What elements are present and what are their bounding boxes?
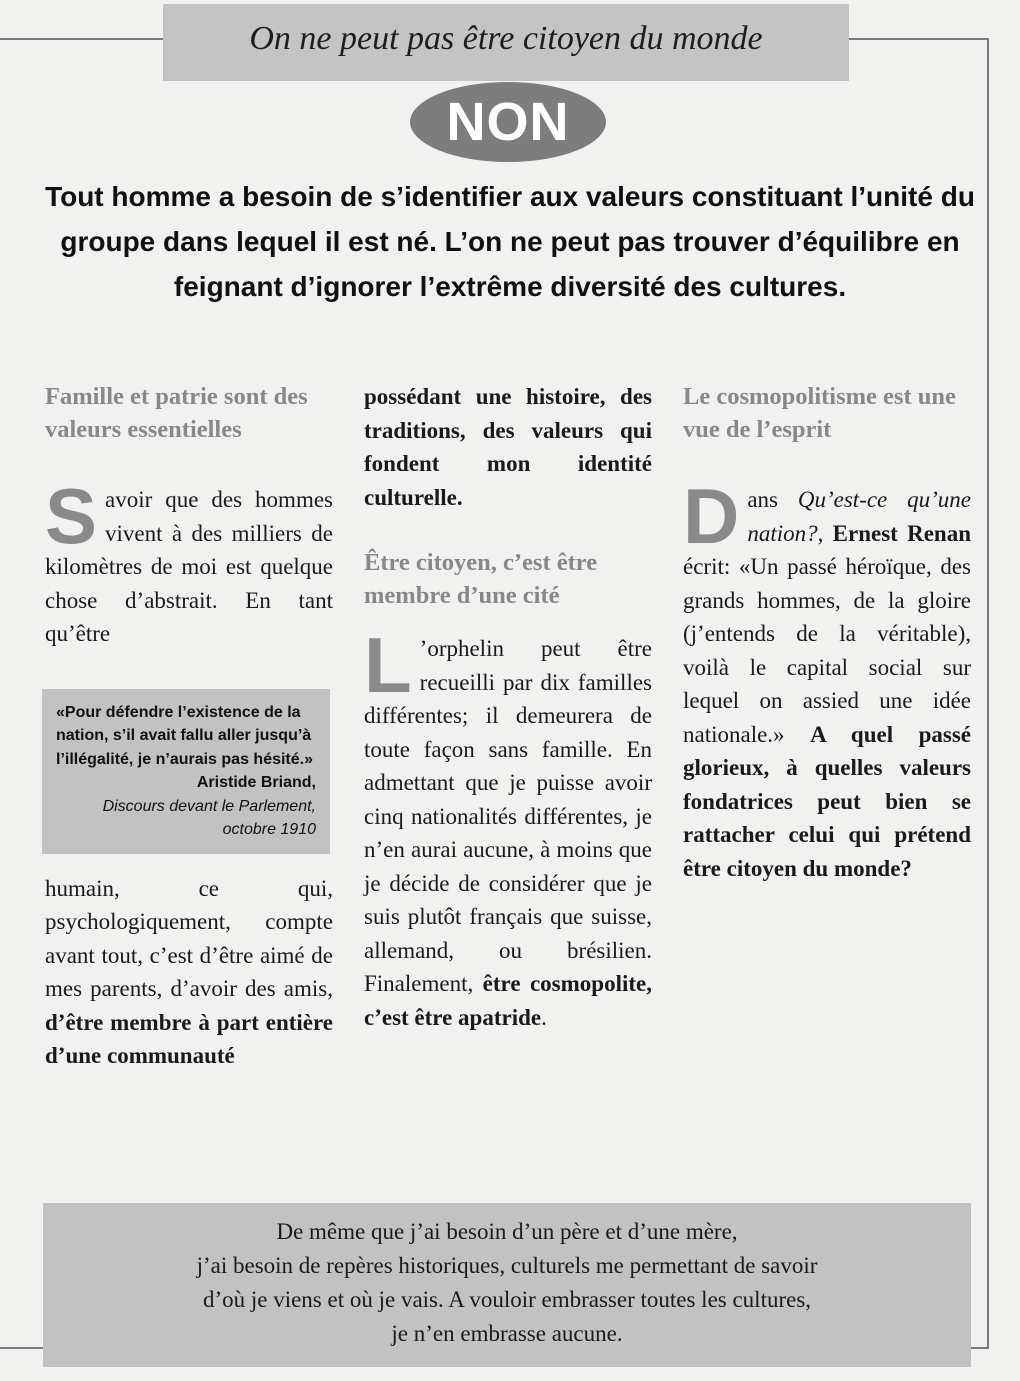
col3-comma: , (817, 520, 824, 546)
col3-paragraph (683, 472, 971, 885)
conclusion-line-2: j’ai besoin de repères historiques, culturels me permettant de savoir (196, 1253, 818, 1278)
quote-text: «Pour défendre l’existence de la nation, s’il avait fallu aller jusqu’à l’illégalité, je n’aurais pas hésité.» (56, 703, 313, 768)
col2-text: ’orphelin peut être recueilli par dix familles différentes; il demeurera de toute façon sans famille. En admettant que je puisse avoir cinq nationalités différentes, je n’en aurai aucune, à moins que je décide de considérer que je suis plutôt français que suisse, allemand, ou brésilien. Finalement, (364, 636, 652, 996)
header-banner (163, 4, 849, 81)
section-title-cosmopolitisme: Le cosmopolitisme est une vue de l’esprit (683, 383, 956, 443)
col3-text-start: ans (747, 487, 779, 512)
frame-bottom-right (971, 1347, 989, 1349)
col2-intro: possédant une histoire, des traditions, des valeurs qui fondent mon identité culturelle. (364, 384, 652, 510)
col3-question: A quel passé glorieux, à quelles valeurs fondatrices peut bien se rattacher celui qui prétend être citoyen du monde? (683, 721, 971, 881)
col3-quote: écrit: «Un passé héroïque, des grands hommes, de la gloire (j’entends de la véritable), voilà le capital social sur lequel on assied une idée nationale.» (683, 554, 971, 747)
col3-author: Ernest Renan (832, 520, 971, 546)
column-3 (683, 380, 971, 885)
dropcap-s: S (45, 472, 98, 560)
header-title: On ne peut pas être citoyen du monde (249, 20, 763, 57)
quote-box (42, 689, 330, 854)
conclusion-line-4: je n’en embrasse aucune. (391, 1321, 623, 1346)
col1-text-1: avoir que des hommes vivent à des milliers de kilomètres de moi est quelque chose d’abstrait. En tant qu’être (45, 487, 333, 646)
col2-paragraph (364, 621, 652, 1034)
col2-text-end: . (541, 1004, 547, 1030)
col1-paragraph-2 (45, 872, 333, 1073)
section-title-citoyen: Être citoyen, c’est être membre d’une cité (364, 549, 598, 609)
dropcap-l: L (364, 621, 412, 709)
column-2 (364, 380, 652, 1034)
conclusion-box (43, 1203, 971, 1367)
col1-text-2-bold: d’être membre à part entière d’une communauté (45, 1009, 333, 1068)
frame-bottom-left (0, 1347, 43, 1349)
col1-paragraph-1 (45, 472, 333, 651)
quote-author: Aristide Briand, (196, 774, 316, 791)
non-badge (410, 82, 606, 162)
conclusion-text (43, 1203, 971, 1351)
section-title-famille: Famille et patrie sont des valeurs essentielles (45, 383, 308, 443)
non-badge-label: NON (446, 92, 570, 152)
conclusion-line-1: De même que j’ai besoin d’un père et d’une mère, (276, 1219, 738, 1244)
col2-text-bold: être cosmopolite, c’est être apatride (364, 971, 652, 1030)
dropcap-d: D (683, 472, 740, 560)
column-1 (45, 380, 333, 1073)
frame-top-right (849, 38, 988, 40)
quote-source: Discours devant le Parlement, octobre 1910 (102, 797, 316, 838)
col3-book-title: Qu’est-ce qu’une nation? (747, 487, 971, 546)
lead-paragraph: Tout homme a besoin de s’identifier aux valeurs constituant l’unité du groupe dans lequel il est né. L’on ne peut pas trouver d’équilibre en feignant d’ignorer l’extrême diversité des cultures. (45, 181, 975, 302)
conclusion-line-3: d’où je viens et où je vais. A vouloir embrasser toutes les cultures, (202, 1287, 812, 1312)
col1-text-2: humain, ce qui, psychologiquement, compte avant tout, c’est d’être aimé de mes parents, d’avoir des amis, (45, 875, 333, 1001)
frame-top-left (0, 38, 163, 40)
